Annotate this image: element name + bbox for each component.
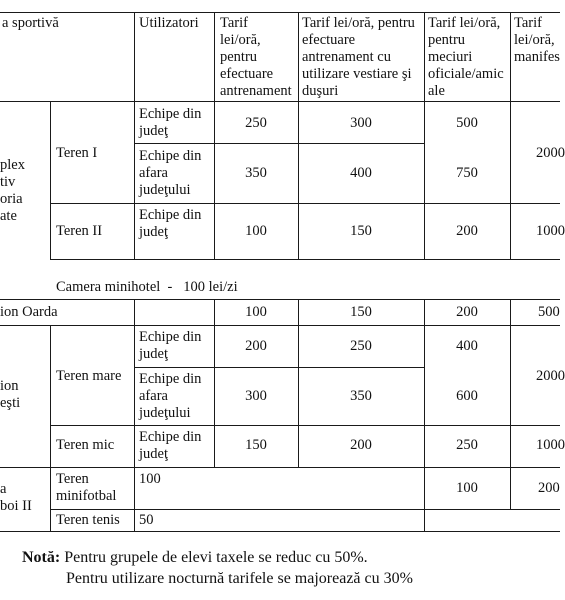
teren-i-r2-antrenament: 350 [245,165,267,181]
row-divider [0,101,560,102]
teren-ii-antrenament: 100 [245,223,267,239]
teren-tenis-label: Teren tenis [56,512,120,528]
teren-minifotbal-label: Teren minifotbal [56,471,117,504]
teren-i-r1-antrenament: 250 [245,115,267,131]
header-tarif-vestiare: Tarif lei/oră, pentru efectuare antrenament cu utilizare vestiare şi duşuri [302,15,415,99]
teren-mare-manifestari: 2000 [536,368,565,384]
teren-mare-user-2: Echipe din afara judeţului [139,371,202,421]
oarda-vestiare: 150 [350,304,372,320]
teren-ii-meciuri: 200 [456,223,478,239]
teren-mic-vestiare: 200 [350,437,372,453]
teren-ii-label: Teren II [56,223,103,239]
teren-mare-r1-vestiare: 250 [350,338,372,354]
teren-mic-label: Teren mic [56,437,115,453]
teren-mare-r1-meciuri: 400 [456,338,478,354]
teren-mare-r2-meciuri: 600 [456,388,478,404]
oarda-name: ion Oarda [0,304,58,320]
table-border-top [0,12,560,13]
teren-mare-user-1: Echipe din judeţ [139,329,202,362]
teren-i-r2-meciuri: 750 [456,165,478,181]
row-divider [50,259,560,260]
col-divider [298,12,299,259]
header-tarif-manifestari: Tarif lei/oră, manifes [514,15,560,65]
teren-minifotbal-meciuri: 100 [456,480,478,496]
teren-ii-vestiare: 150 [350,223,372,239]
oarda-meciuri: 200 [456,304,478,320]
col-divider [510,12,511,259]
last-base-name: a boi II [0,481,32,514]
header-tarif-meciuri: Tarif lei/oră, pentru meciuri oficiale/amic ale [428,15,504,99]
col-divider [50,101,51,259]
table-border-bottom [0,531,560,532]
note-label: Notă: [22,549,61,566]
row-divider [0,299,560,300]
teren-i-user-2: Echipe din afara judeţului [139,148,202,198]
camera-minihotel: Camera minihotel - 100 lei/zi [56,279,238,295]
teren-ii-user: Echipe din judeţ [139,207,202,240]
stadion-2-name: ion eşti [0,378,21,411]
col-divider [510,299,511,509]
complex-name: plex tiv oria ate [0,157,25,224]
col-divider [214,12,215,259]
teren-mic-user: Echipe din judeţ [139,429,202,462]
row-divider [50,425,560,426]
oarda-manifestari: 500 [538,304,560,320]
teren-i-manifestari: 2000 [536,145,565,161]
oarda-antrenament: 100 [245,304,267,320]
teren-i-r1-vestiare: 300 [350,115,372,131]
col-divider [134,12,135,259]
row-divider [0,325,560,326]
header-baza-sportiva: a sportivă [2,15,59,31]
header-utilizatori: Utilizatori [139,15,199,31]
teren-mic-manifestari: 1000 [536,437,565,453]
row-divider [134,143,424,144]
teren-i-r2-vestiare: 400 [350,165,372,181]
row-divider [134,367,424,368]
teren-i-r1-meciuri: 500 [456,115,478,131]
header-tarif-antrenament: Tarif lei/oră, pentru efectuare antrenament [220,15,292,99]
teren-mic-meciuri: 250 [456,437,478,453]
row-divider [50,203,560,204]
teren-mare-r1-antrenament: 200 [245,338,267,354]
col-divider [134,299,135,531]
note-line-1 [22,548,368,568]
teren-mare-r2-vestiare: 350 [350,388,372,404]
note-line-2: Pentru utilizare nocturnă tarifele se majorează cu 30% [66,570,413,587]
teren-tenis-value: 50 [139,512,154,528]
teren-mic-antrenament: 150 [245,437,267,453]
teren-mare-r2-antrenament: 300 [245,388,267,404]
teren-i-label: Teren I [56,145,98,161]
row-divider [50,509,560,510]
row-divider [0,467,560,468]
teren-minifotbal-manifestari: 200 [538,480,560,496]
teren-mare-label: Teren mare [56,368,122,384]
teren-ii-manifestari: 1000 [536,223,565,239]
note-text-1: Pentru grupele de elevi taxele se reduc cu 50%. [60,549,368,566]
teren-minifotbal-value: 100 [139,471,161,487]
col-divider [50,325,51,467]
col-divider [424,12,425,259]
col-divider [50,467,51,531]
teren-i-user-1: Echipe din judeţ [139,106,202,139]
